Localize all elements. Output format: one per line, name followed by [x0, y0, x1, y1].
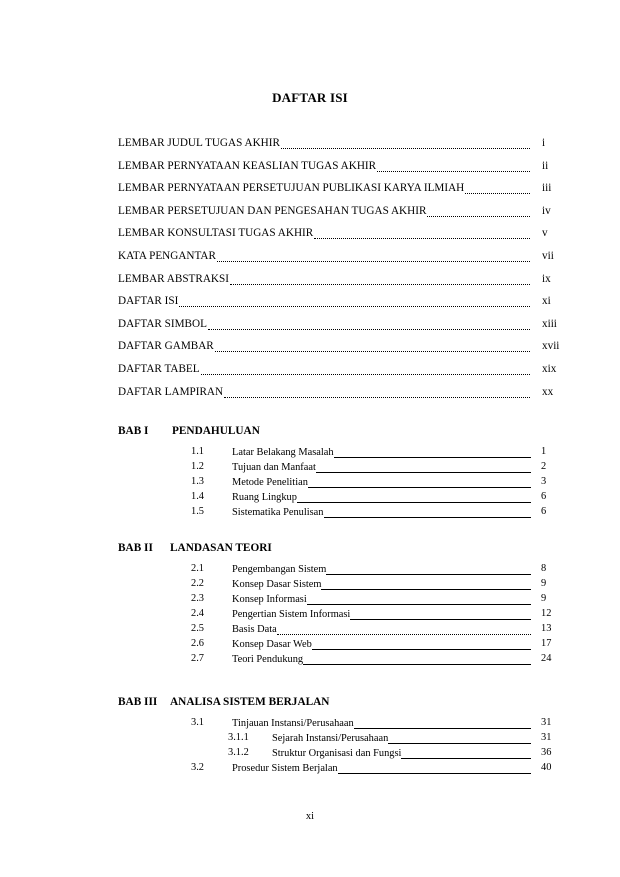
section-label: Teori Pendukung [232, 654, 304, 665]
toc-entry-page: xvii [542, 340, 560, 353]
toc-entry [118, 182, 558, 205]
toc-entry [118, 340, 558, 363]
section-page: 1 [541, 446, 547, 457]
toc-entry [118, 227, 558, 250]
section-page: 31 [541, 732, 552, 743]
dot-leader [208, 320, 530, 330]
section-page: 8 [541, 563, 547, 574]
dot-leader [201, 365, 530, 375]
leader-line [316, 461, 531, 473]
chapter-heading [118, 696, 329, 708]
leader-line [338, 762, 531, 774]
toc-entry [118, 363, 558, 386]
leader-line [297, 491, 531, 503]
leader-line [312, 638, 531, 650]
toc-entry-label: DAFTAR TABEL [118, 362, 200, 375]
chapter-title: ANALISA SISTEM BERJALAN [170, 696, 330, 708]
page-title: DAFTAR ISI [272, 90, 348, 105]
leader-line [277, 623, 531, 635]
section-number: 1.2 [191, 461, 204, 472]
leader-line [308, 476, 531, 488]
section-number: 1.3 [191, 476, 204, 487]
toc-entry-label: DAFTAR ISI [118, 295, 179, 308]
toc-entry [118, 386, 558, 409]
chapter-title: LANDASAN TEORI [170, 542, 272, 554]
page-number: xi [305, 811, 315, 822]
dot-leader [179, 297, 530, 307]
toc-entry [118, 250, 558, 273]
section-entry [191, 578, 559, 593]
toc-entry-label: LEMBAR PERNYATAAN KEASLIAN TUGAS AKHIR [118, 159, 377, 172]
toc-entry-page: v [542, 227, 548, 240]
section-label: Pengertian Sistem Informasi [232, 609, 351, 620]
chapter-heading [118, 425, 260, 437]
section-label: Sistematika Penulisan [232, 507, 324, 518]
toc-entry-label: KATA PENGANTAR [118, 249, 216, 262]
section-entry [191, 491, 559, 506]
section-entry [191, 732, 559, 747]
section-number: 1.5 [191, 506, 204, 517]
toc-entry [118, 205, 558, 228]
section-number: 2.2 [191, 578, 204, 589]
section-entry [191, 446, 559, 461]
toc-entry-page: xiii [542, 317, 557, 330]
chapter-number: BAB III [118, 696, 158, 708]
section-number: 2.3 [191, 593, 204, 604]
toc-entry-page: xix [542, 362, 557, 375]
section-number: 2.7 [191, 653, 204, 664]
leader-line [324, 506, 532, 518]
chapter-sections [191, 563, 559, 668]
section-label: Tujuan dan Manfaat [232, 462, 316, 473]
section-page: 9 [541, 578, 547, 589]
section-entry [191, 461, 559, 476]
toc-entry-page: ii [542, 159, 549, 172]
section-label: Konsep Dasar Web [232, 639, 312, 650]
section-page: 24 [541, 653, 552, 664]
dot-leader [224, 388, 530, 398]
section-label: Latar Belakang Masalah [232, 447, 334, 458]
leader-line [334, 446, 531, 458]
section-entry [191, 623, 559, 638]
section-entry [191, 653, 559, 668]
toc-entry-page: xi [542, 295, 551, 308]
section-entry [191, 762, 559, 777]
leader-line [326, 563, 531, 575]
section-page: 36 [541, 747, 552, 758]
section-number: 2.1 [191, 563, 204, 574]
toc-entry-label: DAFTAR GAMBAR [118, 340, 214, 353]
dot-leader [314, 229, 530, 239]
dot-leader [377, 162, 530, 172]
section-entry [191, 563, 559, 578]
toc-entry-page: i [542, 137, 546, 149]
section-number: 1.4 [191, 491, 204, 502]
section-entry [191, 717, 559, 732]
section-label: Tinjauan Instansi/Perusahaan [232, 718, 354, 729]
section-number: 3.1 [191, 717, 204, 728]
section-label: Ruang Lingkup [232, 492, 297, 503]
dot-leader [427, 207, 530, 217]
chapter-number: BAB II [118, 542, 153, 554]
leader-line [401, 747, 531, 759]
section-page: 2 [541, 461, 547, 472]
leader-line [307, 593, 531, 605]
section-label: Basis Data [232, 624, 277, 635]
chapter-sections [191, 446, 559, 521]
toc-entry-label: LEMBAR ABSTRAKSI [118, 272, 229, 285]
section-label: Konsep Informasi [232, 594, 307, 605]
section-page: 3 [541, 476, 547, 487]
chapter-title: PENDAHULUAN [172, 425, 260, 437]
section-number: 3.1.1 [228, 732, 249, 743]
leader-line [350, 608, 531, 620]
section-label: Struktur Organisasi dan Fungsi [272, 748, 402, 759]
toc-entry-label: LEMBAR PERNYATAAN PERSETUJUAN PUBLIKASI KARYA ILMIAH [118, 182, 465, 195]
leader-line [354, 717, 531, 729]
section-entry [191, 506, 559, 521]
section-entry [191, 476, 559, 491]
dot-leader [281, 139, 530, 149]
toc-entry [118, 137, 558, 160]
section-number: 3.1.2 [228, 747, 249, 758]
section-entry [191, 747, 559, 762]
toc-entry [118, 295, 558, 318]
chapter-heading [118, 542, 272, 554]
toc-entry-label: DAFTAR SIMBOL [118, 317, 207, 330]
toc-entry-page: xx [542, 385, 554, 398]
toc-entry-page: ix [542, 272, 551, 285]
toc-entry [118, 273, 558, 296]
section-page: 12 [541, 608, 552, 619]
toc-entry-page: iv [542, 204, 551, 217]
chapter-sections [191, 717, 559, 777]
section-page: 31 [541, 717, 552, 728]
section-entry [191, 638, 559, 653]
dot-leader [217, 252, 530, 262]
section-page: 6 [541, 491, 547, 502]
section-number: 2.5 [191, 623, 204, 634]
leader-line [321, 578, 531, 590]
chapter-number: BAB I [118, 425, 149, 437]
section-number: 3.2 [191, 762, 204, 773]
leader-line [388, 732, 531, 744]
section-label: Sejarah Instansi/Perusahaan [272, 733, 389, 744]
section-label: Metode Penelitian [232, 477, 308, 488]
section-number: 1.1 [191, 446, 204, 457]
section-number: 2.4 [191, 608, 204, 619]
section-label: Pengembangan Sistem [232, 564, 327, 575]
toc-entry-label: LEMBAR PERSETUJUAN DAN PENGESAHAN TUGAS AKHIR [118, 204, 427, 217]
section-label: Konsep Dasar Sistem [232, 579, 322, 590]
section-page: 6 [541, 506, 547, 517]
section-label: Prosedur Sistem Berjalan [232, 763, 338, 774]
leader-line [303, 653, 531, 665]
toc-entry-label: LEMBAR JUDUL TUGAS AKHIR [118, 137, 280, 149]
toc-entry [118, 318, 558, 341]
dot-leader [465, 184, 530, 194]
section-entry [191, 608, 559, 623]
section-page: 40 [541, 762, 552, 773]
section-page: 9 [541, 593, 547, 604]
toc-entry-page: iii [542, 182, 552, 195]
section-page: 13 [541, 623, 552, 634]
dot-leader [230, 275, 530, 285]
dot-leader [215, 342, 530, 352]
section-entry [191, 593, 559, 608]
toc-entry [118, 160, 558, 183]
section-number: 2.6 [191, 638, 204, 649]
front-matter-list [118, 137, 558, 408]
toc-entry-page: vii [542, 249, 554, 262]
toc-entry-label: DAFTAR LAMPIRAN [118, 385, 224, 398]
toc-entry-label: LEMBAR KONSULTASI TUGAS AKHIR [118, 227, 314, 240]
section-page: 17 [541, 638, 552, 649]
